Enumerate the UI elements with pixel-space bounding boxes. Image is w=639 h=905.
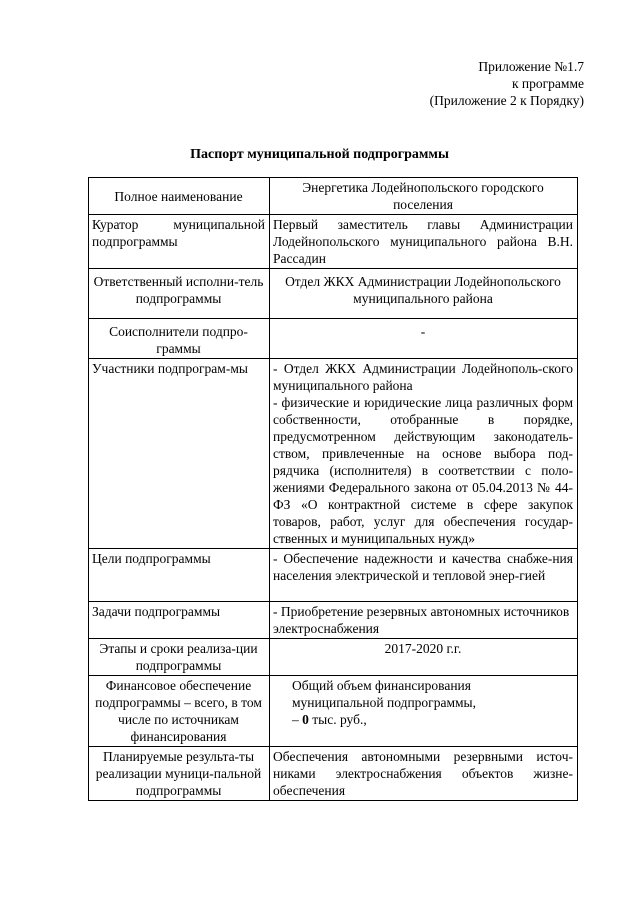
row-label-coexecutors: Соисполнители подпро-граммы <box>89 319 270 359</box>
row-label-responsible: Ответственный исполни-тель подпрограммы <box>89 269 270 319</box>
table-row <box>89 178 578 215</box>
appendix-header <box>430 58 584 109</box>
table-row <box>89 549 578 602</box>
row-value-curator: Первый заместитель главы Администрации Лодейнопольского муниципального района В.Н. Рассадин <box>270 215 578 269</box>
row-label-goals: Цели подпрограммы <box>89 549 270 602</box>
table-row <box>89 269 578 319</box>
row-label-curator: Куратор муниципальной подпрограммы <box>89 215 270 269</box>
table-row <box>89 319 578 359</box>
row-label-stages: Этапы и сроки реализа-ции подпрограммы <box>89 639 270 676</box>
appendix-program-ref: к программе <box>511 76 584 91</box>
row-label-full-name: Полное наименование <box>89 178 270 215</box>
table-row <box>89 676 578 747</box>
table-row <box>89 602 578 639</box>
row-value-responsible: Отдел ЖКХ Администрации Лодейнопольского муниципального района <box>270 269 578 319</box>
row-value-participants <box>270 359 578 549</box>
financing-amount: 0 <box>302 712 309 727</box>
row-value-coexecutors: - <box>270 319 578 359</box>
table-row <box>89 215 578 269</box>
table-row <box>89 359 578 549</box>
financing-line-2: муниципальной подпрограммы, <box>292 695 476 710</box>
row-label-participants: Участники подпрограм-мы <box>89 359 270 549</box>
participants-item-2: - физические и юридические лица различных форм собственности, отобранные в порядке, предусмотренном действующим законодатель-ством, привлеченные на основе выбора под-рядчика (исполнителя) в соответствии с поло-жениями Федерального закона от 05.04.2013 № 44-ФЗ «О контрактной системе в сфере закупок товаров, работ, услуг для обеспечения государ-ственных и муниципальных нужд» <box>273 395 573 546</box>
row-label-tasks: Задачи подпрограммы <box>89 602 270 639</box>
row-value-stages: 2017-2020 г.г. <box>270 639 578 676</box>
row-value-financing <box>270 676 578 747</box>
passport-table <box>88 177 578 801</box>
financing-dash: – <box>292 712 303 727</box>
financing-line-1: Общий объем финансирования <box>292 678 471 693</box>
financing-amount-line <box>292 711 573 728</box>
row-label-results: Планируемые результа-ты реализации муници-пальной подпрограммы <box>89 747 270 801</box>
document-title: Паспорт муниципальной подпрограммы <box>190 147 449 162</box>
table-row <box>89 747 578 801</box>
row-label-financing: Финансовое обеспечение подпрограммы – всего, в том числе по источникам финансирования <box>89 676 270 747</box>
participants-item-1: - Отдел ЖКХ Администрации Лодейнополь-ского муниципального района <box>273 361 573 393</box>
row-value-full-name: Энергетика Лодейнопольского городского поселения <box>270 178 578 215</box>
appendix-order-ref: (Приложение 2 к Порядку) <box>429 93 584 108</box>
row-value-results: Обеспечения автономными резервными источ-никами электроснабжения объектов жизне-обеспечения <box>270 747 578 801</box>
financing-unit: тыс. руб., <box>308 712 367 727</box>
appendix-number: Приложение №1.7 <box>478 59 584 74</box>
row-value-goals: - Обеспечение надежности и качества снабже-ния населения электрической и тепловой энер-гией <box>270 549 578 602</box>
table-row <box>89 639 578 676</box>
row-value-tasks: - Приобретение резервных автономных источников электроснабжения <box>270 602 578 639</box>
